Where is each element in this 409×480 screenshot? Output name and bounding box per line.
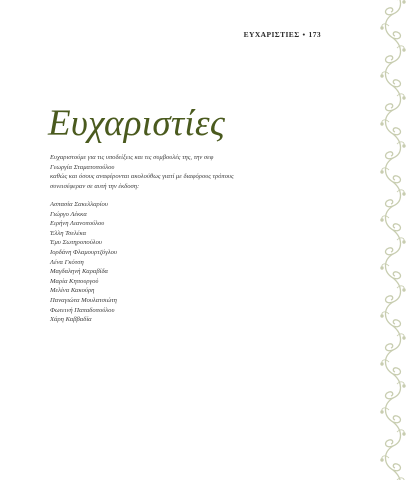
running-header-section: ΕΥΧΑΡΙΣΤΙΕΣ <box>243 30 300 39</box>
ornament-swirl <box>381 86 405 135</box>
ornament-swirl <box>381 326 405 375</box>
decorative-border-ornament <box>377 0 409 480</box>
ornament-swirl <box>381 134 405 183</box>
list-item: Μελίνα Κακούρη <box>50 287 95 295</box>
list-item: Έμυ Σωτηροπούλου <box>50 239 102 247</box>
list-item: Ειρήνη Λιανοπούλου <box>50 220 105 228</box>
names-list <box>50 200 117 325</box>
list-item: Γιώργο Λέκκα <box>50 210 87 218</box>
list-item: Ιορδάνη Φλαμουρτζόγλου <box>50 248 117 256</box>
list-item: Παναγιώτα Μουλατσιώτη <box>50 296 117 304</box>
list-item: Ασπασία Σακελλαρίου <box>50 201 108 208</box>
page-title: Ευχαριστίες <box>48 103 226 144</box>
list-item: Μαρία Κηπουργού <box>50 277 99 285</box>
page-number: 173 <box>308 30 321 39</box>
list-item: Φωτεινή Παπαδοπούλου <box>50 306 115 314</box>
ornament-swirl <box>381 0 405 39</box>
intro-line: Ευχαριστούμε για τις υποδείξεις και τις συμβουλές της, την σεφ <box>50 154 214 161</box>
running-header <box>244 30 321 39</box>
intro-line: καθώς και όσους αναφέρονται ακολούθως γιατί με διαφόρους τρόπους <box>50 173 234 181</box>
list-item: Έλλη Τσελέκα <box>50 229 87 237</box>
list-item: Χάρη Καββαδία <box>50 316 92 324</box>
ornament-swirl <box>381 374 405 423</box>
list-item: Λένα Γκότση <box>50 258 84 266</box>
ornament-swirl <box>381 230 405 279</box>
ornament-swirl <box>381 470 405 480</box>
running-header-bullet: • <box>302 30 306 39</box>
intro-line: Γεωργία Σταματοπούλου <box>50 163 115 171</box>
ornament-swirl <box>381 278 405 327</box>
list-item: Μαγδαληνή Καραβίδα <box>50 268 108 276</box>
ornament-swirl <box>381 38 405 87</box>
intro-paragraph <box>50 153 320 191</box>
intro-line: συνεισέφεραν σε αυτή την έκδοση: <box>50 182 140 190</box>
ornament-swirl <box>381 182 405 231</box>
ornament-swirl <box>381 422 405 471</box>
